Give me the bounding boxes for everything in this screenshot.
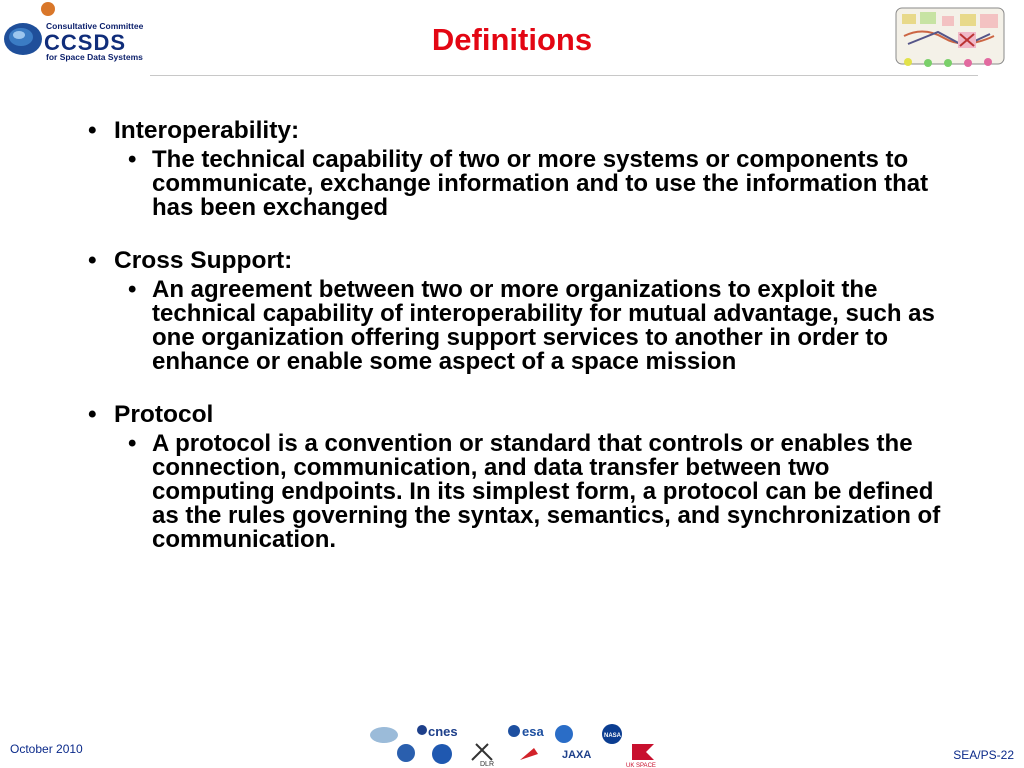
term-interoperability bbox=[88, 116, 948, 146]
csa-logo-icon bbox=[397, 744, 415, 762]
cnes-label: cnes bbox=[428, 724, 458, 739]
ukspace-label: UK SPACE bbox=[626, 763, 656, 768]
term-label: Interoperability: bbox=[114, 117, 300, 144]
bullet-icon: • bbox=[128, 430, 137, 457]
logo-committee-text: Consultative Committee bbox=[46, 21, 144, 31]
cnsa-logo-icon bbox=[432, 744, 452, 764]
esa-logo-icon bbox=[508, 725, 520, 737]
bullet-icon: • bbox=[128, 276, 137, 303]
jaxa-swirl-icon bbox=[555, 725, 573, 743]
nasa-label: NASA bbox=[604, 733, 622, 739]
definition-item-cross-support bbox=[88, 246, 948, 374]
roscosmos-logo-icon bbox=[520, 748, 538, 760]
footer-date: October 2010 bbox=[10, 742, 83, 756]
agency-logos-icon bbox=[364, 720, 664, 768]
term-protocol bbox=[88, 400, 948, 430]
definition-text: An agreement between two or more organizations to exploit the technical capability of interoperability for mutual advantage, such as one organization offering support services to another in order to enhance or enable some aspect of a space mission bbox=[152, 276, 935, 375]
term-label: Protocol bbox=[114, 401, 214, 428]
definition-protocol bbox=[88, 432, 948, 552]
dlr-logo-icon bbox=[472, 744, 492, 760]
bullet-icon: • bbox=[128, 146, 137, 173]
definitions-list bbox=[88, 116, 948, 578]
definition-text: The technical capability of two or more systems or components to communicate, exchange information and to use the information that has been exchanged bbox=[152, 146, 929, 221]
logo-wordmark: CCSDS bbox=[44, 30, 127, 55]
definition-text: A protocol is a convention or standard that controls or enables the connection, communication, and data transfer between two computing endpoints. In its simplest form, a protocol can be defined as the rules governing the syntax, semantics, and synchronization of communication. bbox=[152, 430, 941, 553]
jaxa-label: JAXA bbox=[562, 749, 592, 761]
bullet-icon: • bbox=[88, 401, 97, 428]
architecture-diagram-icon bbox=[894, 6, 1006, 70]
term-label: Cross Support: bbox=[114, 247, 293, 274]
definition-item-interoperability bbox=[88, 116, 948, 220]
cnes-logo-icon bbox=[417, 725, 427, 735]
bullet-icon: • bbox=[88, 117, 97, 144]
definition-item-protocol bbox=[88, 400, 948, 552]
ukspace-logo-icon bbox=[632, 744, 654, 760]
asi-logo-icon bbox=[370, 727, 398, 743]
header-divider bbox=[150, 75, 978, 76]
esa-label: esa bbox=[522, 724, 544, 739]
bullet-icon: • bbox=[88, 247, 97, 274]
definition-interoperability bbox=[88, 148, 948, 220]
architecture-diagram-logo bbox=[894, 6, 1006, 70]
agency-logos bbox=[364, 720, 664, 768]
slide-title: Definitions bbox=[431, 22, 593, 57]
dlr-label: DLR bbox=[480, 761, 495, 768]
definition-cross-support bbox=[88, 278, 948, 374]
logo-subtitle-text: for Space Data Systems bbox=[46, 52, 143, 62]
term-cross-support bbox=[88, 246, 948, 276]
footer-page-id: SEA/PS-22 bbox=[953, 748, 1014, 762]
